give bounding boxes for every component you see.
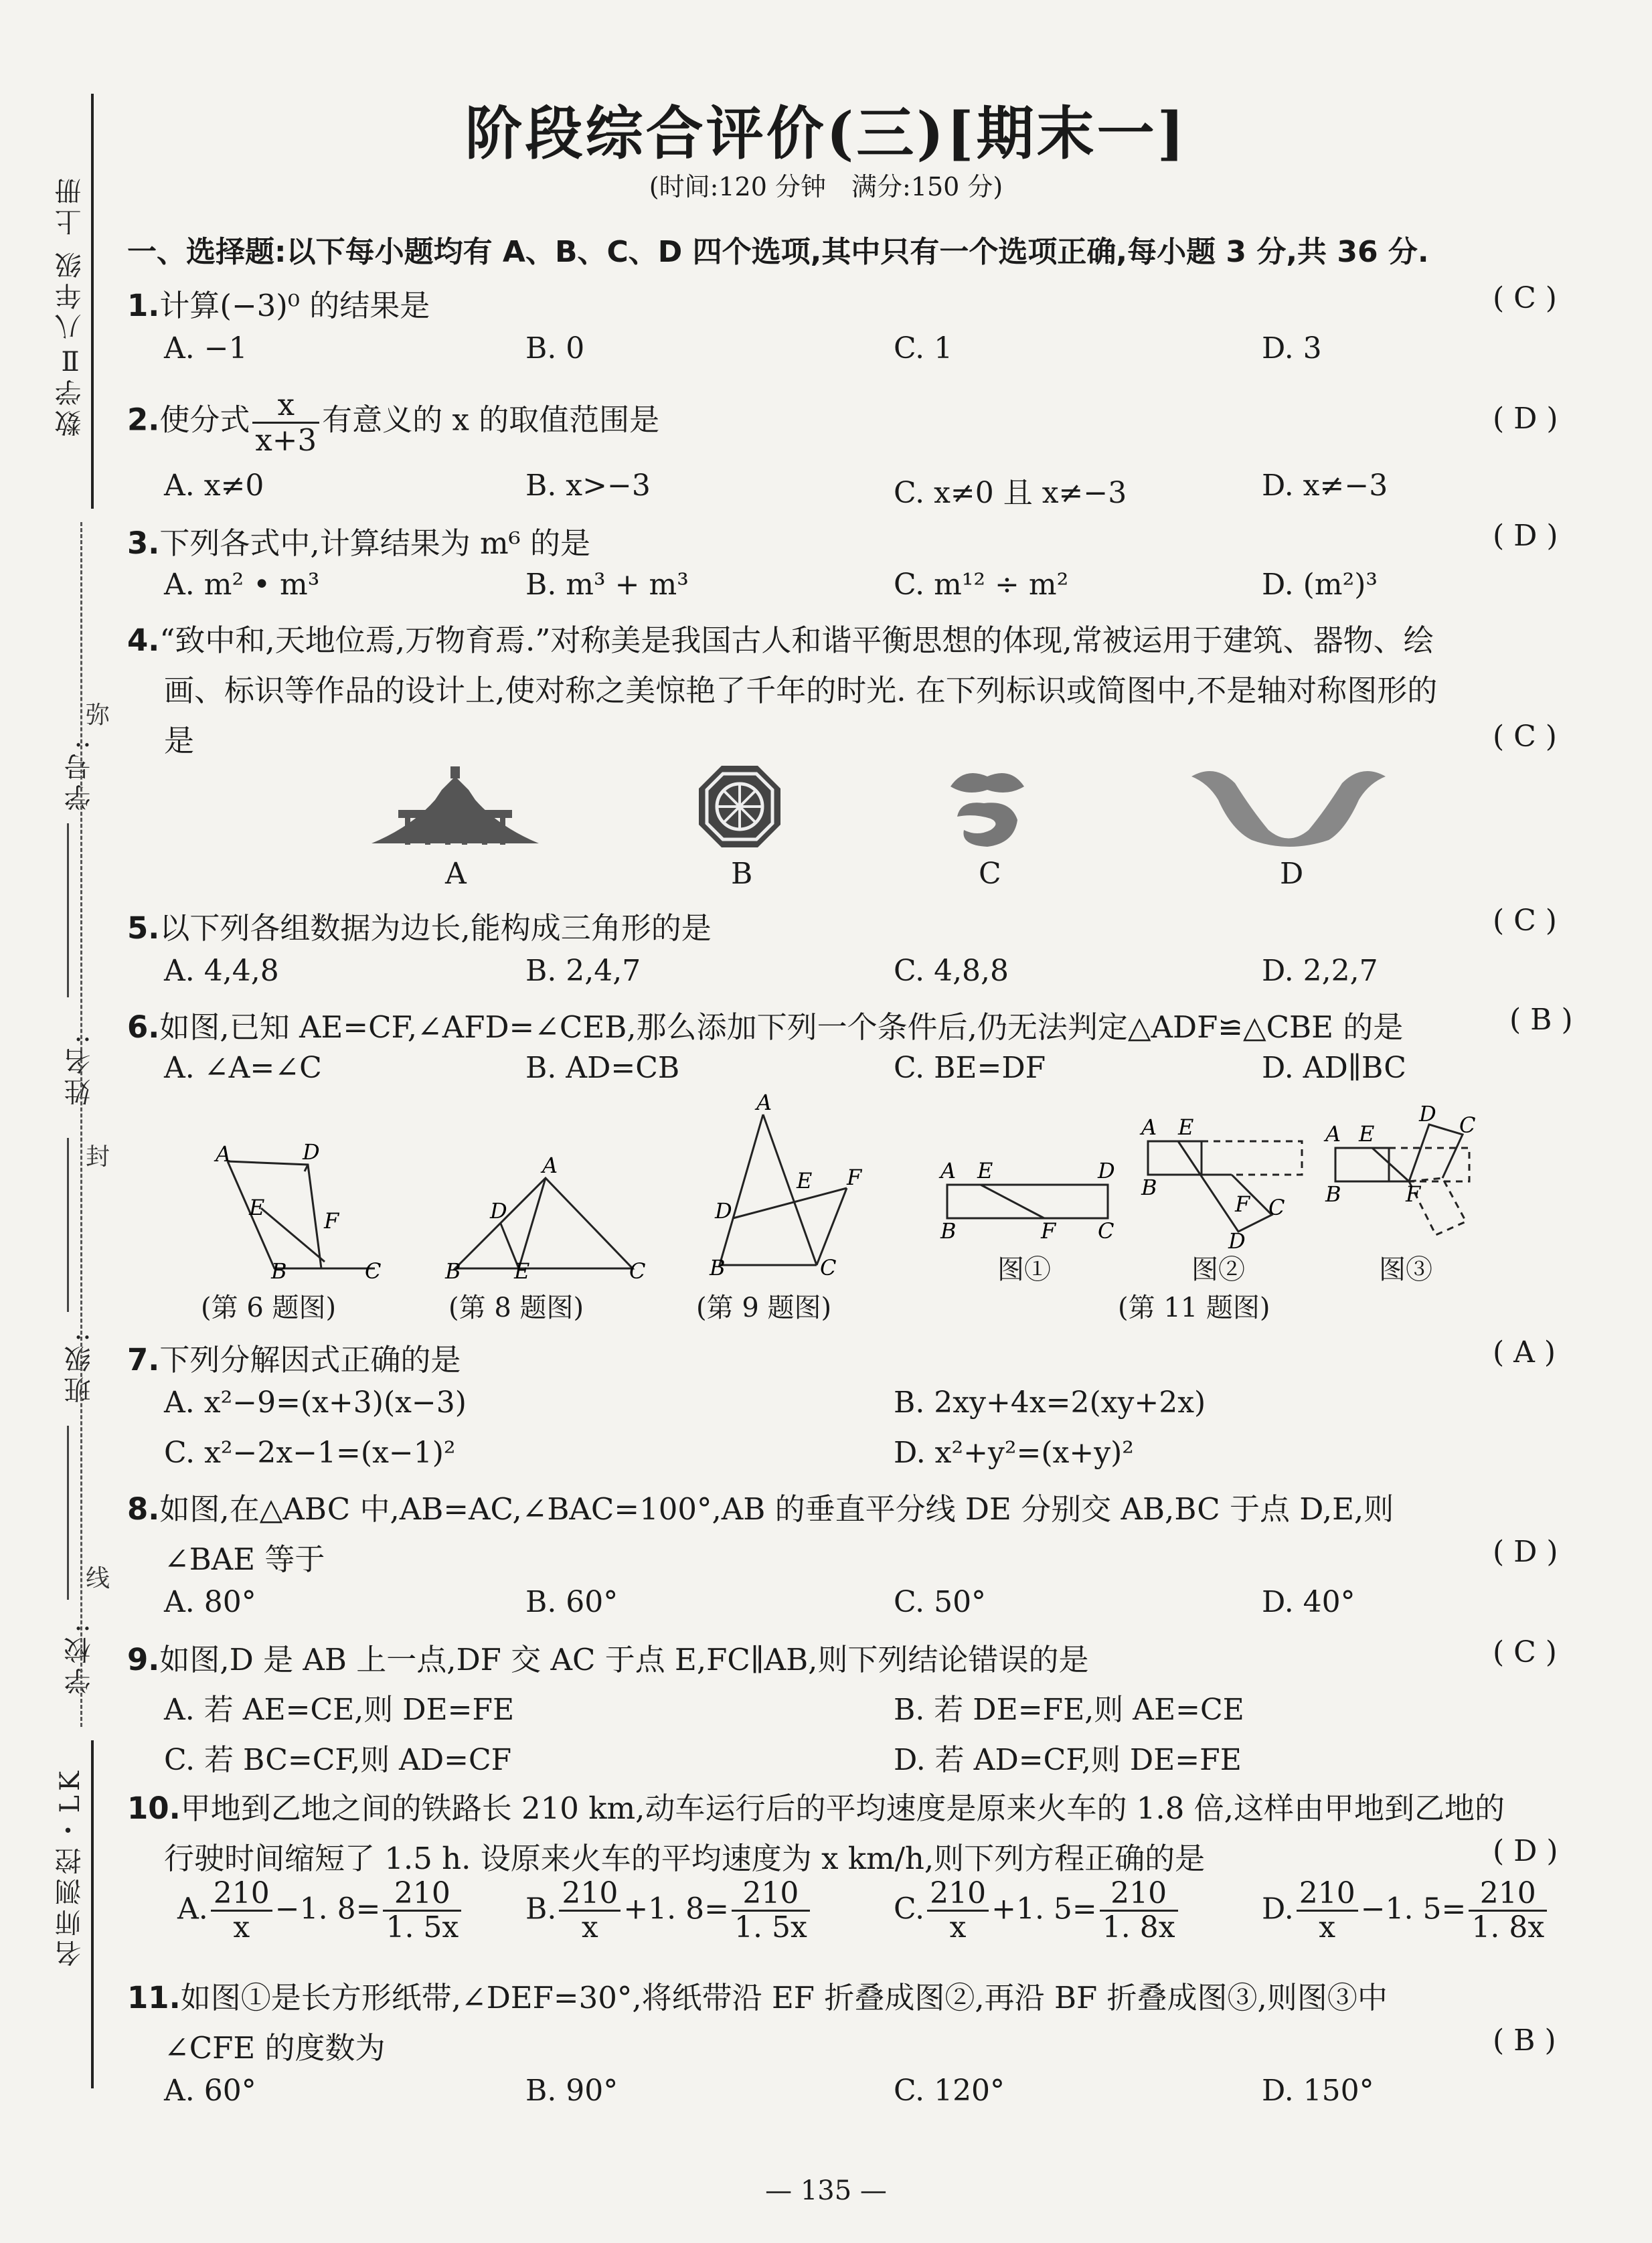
answer-1: ( C ) bbox=[1493, 281, 1557, 315]
svg-text:D: D bbox=[1098, 1158, 1115, 1183]
figure-q11-3 bbox=[1322, 1101, 1496, 1258]
answer-6: ( B ) bbox=[1509, 1003, 1573, 1037]
q7-option-b: B. 2xy+4x=2(xy+2x) bbox=[894, 1386, 1206, 1420]
q6-option-c: C. BE=DF bbox=[894, 1051, 1046, 1085]
margin-field-class: 班级: bbox=[64, 1329, 95, 1404]
answer-11: ( B ) bbox=[1493, 2023, 1556, 2058]
svg-text:B: B bbox=[271, 1258, 287, 1284]
q5-option-a: A. 4,4,8 bbox=[164, 954, 279, 988]
caption-fig2: 图② bbox=[1191, 1254, 1245, 1285]
q10-option-c: C. $\frac{210}{x}$ +1. 5= $\frac{210}{1. 8x}$ bbox=[894, 1878, 1181, 1944]
svg-text:A: A bbox=[542, 1153, 558, 1178]
question-8-line-1: 8.如图,在△ABC 中,AB=AC,∠BAC=100°,AB 的垂直平分线 DE 分别交 AB,BC 于点 D,E,则 bbox=[127, 1491, 1394, 1527]
question-4-line-3: 是 bbox=[164, 723, 195, 758]
margin-field-name: 姓名: bbox=[64, 1031, 95, 1106]
q3-option-b: B. m³ + m³ bbox=[525, 568, 689, 602]
school-fill-line bbox=[67, 1426, 69, 1600]
question-2: 2.使分式 $\frac{x}{x+3}$ 有意义的 x 的取值范围是 bbox=[127, 387, 660, 458]
question-6: 6.如图,已知 AE=CF,∠AFD=∠CEB,那么添加下列一个条件后,仍无法判定△ADF≌△CBE 的是 bbox=[127, 1009, 1404, 1045]
q4-figure-c-swirl bbox=[944, 766, 1031, 853]
q3-option-c: C. m¹² ÷ m² bbox=[894, 568, 1069, 602]
svg-text:B: B bbox=[1141, 1175, 1157, 1200]
question-11-line-1: 11.如图①是长方形纸带,∠DEF=30°,将纸带沿 EF 折叠成图②,再沿 BF 折叠成图③,则图③中 bbox=[127, 1980, 1388, 2015]
caption-q11: (第 11 题图) bbox=[1118, 1293, 1270, 1323]
question-4-line-1: 4.“致中和,天地位焉,万物育焉.”对称美是我国古人和谐平衡思想的体现,常被运用于建筑、器物、绘 bbox=[127, 622, 1434, 658]
svg-text:C: C bbox=[1098, 1218, 1114, 1244]
svg-text:F: F bbox=[1235, 1191, 1250, 1217]
svg-text:E: E bbox=[1178, 1114, 1194, 1140]
q4-figure-a-pavilion bbox=[371, 763, 539, 850]
answer-10: ( D ) bbox=[1493, 1834, 1558, 1868]
q3-option-d: D. (m²)³ bbox=[1262, 568, 1378, 602]
svg-text:C: C bbox=[1459, 1112, 1476, 1138]
q2-option-c: C. x≠0 且 x≠−3 bbox=[894, 476, 1127, 510]
answer-5: ( C ) bbox=[1493, 904, 1557, 938]
page-number: — 135 — bbox=[765, 2175, 887, 2206]
q4-label-d: D bbox=[1280, 857, 1304, 891]
q11-option-d: D. 150° bbox=[1262, 2074, 1374, 2108]
question-11-line-2: ∠CFE 的度数为 bbox=[164, 2030, 386, 2066]
q6-option-a: A. ∠A=∠C bbox=[164, 1051, 322, 1085]
q10-option-d: D. $\frac{210}{x}$ −1. 5= $\frac{210}{1. 8x}$ bbox=[1262, 1878, 1550, 1944]
svg-text:E: E bbox=[977, 1158, 993, 1183]
q6-option-b: B. AD=CB bbox=[525, 1051, 680, 1085]
figure-q11-2 bbox=[1131, 1111, 1312, 1252]
margin-field-student-no: 学号: bbox=[64, 736, 95, 811]
q6-option-d: D. AD∥BC bbox=[1262, 1051, 1406, 1085]
svg-text:E: E bbox=[797, 1168, 813, 1193]
svg-text:D: D bbox=[490, 1198, 507, 1224]
svg-text:B: B bbox=[445, 1258, 461, 1284]
svg-text:F: F bbox=[324, 1208, 339, 1234]
q4-figure-b-octagon bbox=[696, 763, 783, 850]
q1-option-b: B. 0 bbox=[525, 331, 585, 365]
q1-option-a: A. −1 bbox=[164, 331, 248, 365]
q4-label-b: B bbox=[731, 857, 753, 891]
answer-4: ( C ) bbox=[1493, 720, 1557, 754]
svg-text:E: E bbox=[249, 1195, 265, 1220]
svg-text:A: A bbox=[1141, 1114, 1157, 1140]
q11-option-a: A. 60° bbox=[164, 2074, 256, 2108]
question-3: 3.下列各式中,计算结果为 m⁶ 的是 bbox=[127, 525, 591, 561]
svg-text:D: D bbox=[1228, 1228, 1246, 1254]
question-5: 5.以下列各组数据为边长,能构成三角形的是 bbox=[127, 910, 712, 946]
question-9: 9.如图,D 是 AB 上一点,DF 交 AC 于点 E,FC∥AB,则下列结论错误的是 bbox=[127, 1642, 1089, 1677]
page-title: 阶段综合评价(三)[期末一] bbox=[465, 100, 1187, 167]
q9-option-a: A. 若 AE=CE,则 DE=FE bbox=[164, 1693, 515, 1727]
caption-q9: (第 9 题图) bbox=[696, 1293, 832, 1323]
seal-char-xian: 线 bbox=[86, 1565, 110, 1592]
page-subtitle: (时间:120 分钟 满分:150 分) bbox=[649, 172, 1003, 201]
seal-dashed-line bbox=[80, 522, 82, 1727]
q9-option-d: D. 若 AD=CF,则 DE=FE bbox=[894, 1743, 1242, 1777]
q7-option-d: D. x²+y²=(x+y)² bbox=[894, 1436, 1134, 1470]
svg-text:F: F bbox=[847, 1165, 862, 1190]
q10-option-b: B. $\frac{210}{x}$ +1. 8= $\frac{210}{1. 5x}$ bbox=[525, 1878, 813, 1944]
answer-8: ( D ) bbox=[1493, 1535, 1558, 1569]
q1-option-c: C. 1 bbox=[894, 331, 953, 365]
section-heading: 一、选择题:以下每小题均有 A、B、C、D 四个选项,其中只有一个选项正确,每小题 3 分,共 36 分. bbox=[127, 235, 1429, 269]
svg-text:C: C bbox=[365, 1258, 382, 1284]
caption-q6: (第 6 题图) bbox=[201, 1293, 337, 1323]
question-7: 7.下列分解因式正确的是 bbox=[127, 1342, 461, 1378]
q9-option-b: B. 若 DE=FE,则 AE=CE bbox=[894, 1693, 1244, 1727]
question-1: 1.计算(−3)⁰ 的结果是 bbox=[127, 288, 430, 323]
margin-rule-bottom bbox=[91, 1740, 94, 2088]
question-10-line-1: 10.甲地到乙地之间的铁路长 210 km,动车运行后的平均速度是原来火车的 1.8 倍,这样由甲地到乙地的 bbox=[127, 1791, 1505, 1826]
svg-text:B: B bbox=[1325, 1181, 1341, 1207]
figure-q9 bbox=[703, 1090, 884, 1280]
q2-option-b: B. x>−3 bbox=[525, 469, 651, 503]
svg-text:A: A bbox=[216, 1141, 232, 1167]
q5-option-b: B. 2,4,7 bbox=[525, 954, 641, 988]
answer-7: ( A ) bbox=[1493, 1335, 1556, 1369]
q4-figure-d-cloud bbox=[1188, 763, 1389, 850]
answer-9: ( C ) bbox=[1493, 1635, 1557, 1669]
q8-option-b: B. 60° bbox=[525, 1585, 618, 1619]
q9-option-c: C. 若 BC=CF,则 AD=CF bbox=[164, 1743, 512, 1777]
svg-text:C: C bbox=[1268, 1195, 1285, 1220]
q2-fraction: $\frac{x}{x+3}$ bbox=[252, 388, 319, 456]
q5-option-d: D. 2,2,7 bbox=[1262, 954, 1378, 988]
margin-publisher-label: 名师测控・LK bbox=[55, 1767, 86, 1967]
question-8-line-2: ∠BAE 等于 bbox=[164, 1542, 325, 1577]
figure-q8 bbox=[442, 1153, 646, 1284]
svg-text:A: A bbox=[1325, 1121, 1341, 1147]
question-10-line-2: 行驶时间缩短了 1.5 h. 设原来火车的平均速度为 x km/h,则下列方程正确的是 bbox=[164, 1841, 1206, 1876]
q5-option-c: C. 4,8,8 bbox=[894, 954, 1009, 988]
q11-option-b: B. 90° bbox=[525, 2074, 618, 2108]
svg-text:F: F bbox=[1041, 1218, 1056, 1244]
caption-fig1: 图① bbox=[997, 1254, 1051, 1285]
q8-option-c: C. 50° bbox=[894, 1585, 987, 1619]
name-fill-line bbox=[67, 823, 69, 997]
q2-option-d: D. x≠−3 bbox=[1262, 469, 1388, 503]
q3-option-a: A. m² • m³ bbox=[164, 568, 320, 602]
q4-label-a: A bbox=[445, 857, 467, 891]
q2-option-a: A. x≠0 bbox=[164, 469, 264, 503]
q10-option-a: A. $\frac{210}{x}$ −1. 8= $\frac{210}{1. 5x}$ bbox=[177, 1878, 464, 1944]
svg-text:D: D bbox=[1419, 1101, 1436, 1127]
svg-text:A: A bbox=[756, 1090, 772, 1115]
answer-2: ( D ) bbox=[1493, 402, 1558, 436]
caption-fig3: 图③ bbox=[1379, 1254, 1432, 1285]
question-4-line-2: 画、标识等作品的设计上,使对称之美惊艳了千年的时光. 在下列标识或简图中,不是轴对称图形的 bbox=[164, 673, 1438, 708]
figure-q11-1 bbox=[937, 1158, 1118, 1245]
svg-text:A: A bbox=[940, 1158, 957, 1183]
q8-option-a: A. 80° bbox=[164, 1585, 256, 1619]
figure-q6 bbox=[201, 1138, 395, 1284]
q7-option-c: C. x²−2x−1=(x−1)² bbox=[164, 1436, 456, 1470]
q8-option-d: D. 40° bbox=[1262, 1585, 1355, 1619]
svg-text:B: B bbox=[940, 1218, 957, 1244]
svg-text:E: E bbox=[1359, 1121, 1375, 1147]
seal-char-feng: 封 bbox=[86, 1143, 110, 1171]
q1-option-d: D. 3 bbox=[1262, 331, 1322, 365]
svg-text:C: C bbox=[820, 1255, 837, 1280]
q11-option-c: C. 120° bbox=[894, 2074, 1005, 2108]
q7-option-a: A. x²−9=(x+3)(x−3) bbox=[164, 1386, 467, 1420]
q4-label-c: C bbox=[979, 857, 1001, 891]
caption-q8: (第 8 题图) bbox=[448, 1293, 584, 1323]
svg-text:F: F bbox=[1406, 1181, 1421, 1207]
svg-text:D: D bbox=[303, 1139, 320, 1165]
answer-3: ( D ) bbox=[1493, 519, 1558, 553]
svg-text:E: E bbox=[514, 1258, 530, 1284]
class-fill-line bbox=[67, 1138, 69, 1312]
svg-text:C: C bbox=[629, 1258, 646, 1284]
seal-char-mi: 弥 bbox=[86, 701, 110, 729]
svg-text:B: B bbox=[710, 1255, 726, 1280]
margin-field-school: 学校: bbox=[64, 1620, 95, 1695]
margin-book-label: 数学Ⅱ八年级 上册 bbox=[55, 174, 86, 437]
svg-text:D: D bbox=[715, 1198, 732, 1224]
